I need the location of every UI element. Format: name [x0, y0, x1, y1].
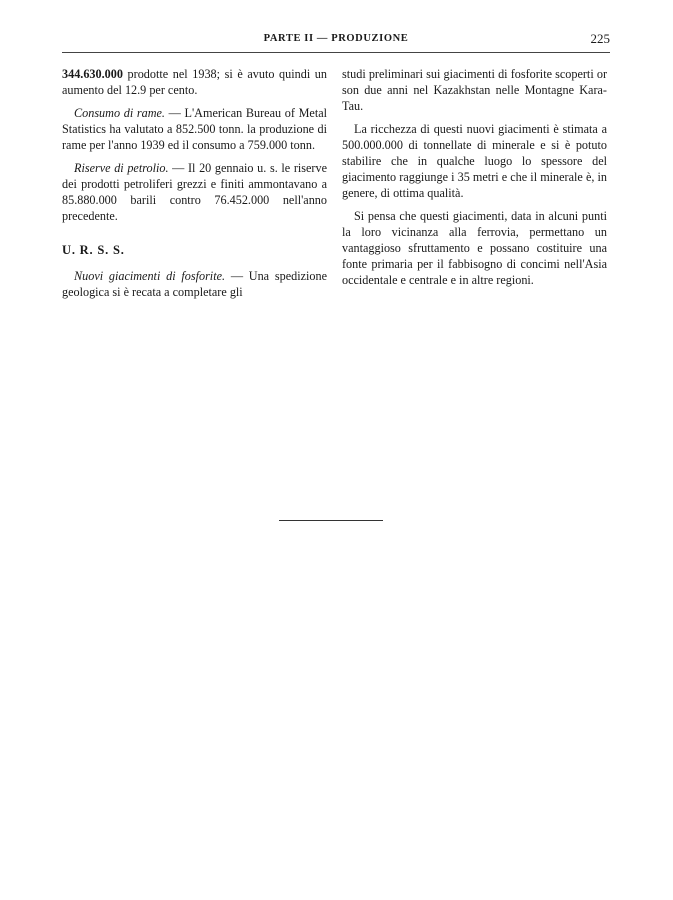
paragraph-copper-consumption — [62, 105, 327, 153]
paragraph-text: — Il 20 gennaio u. s. le riserve dei prodotti petroliferi grezzi e finiti ammontavano a 85.880.000 barili contro 76.452.000 nell'anno precedente. — [62, 161, 327, 223]
paragraph-heading: Riserve di petrolio. — [74, 161, 169, 175]
paragraph-oil-reserves — [62, 160, 327, 224]
page-header — [62, 30, 610, 53]
section-heading-urss: U. R. S. S. — [62, 243, 125, 257]
page-number: 225 — [590, 31, 610, 46]
paragraph-heading: Consumo di rame. — [74, 106, 165, 120]
paragraph-phosphorite-deposits — [62, 268, 327, 300]
paragraph-text: — L'American Bureau of Metal Statistics ha valutato a 852.500 tonn. la produzione di rame per l'anno 1939 ed il consumo a 759.000 tonn. — [62, 106, 328, 152]
left-column — [62, 66, 327, 307]
production-figure: 344.630.000 — [62, 67, 123, 81]
paragraph-text: prodotte nel 1938; si è avuto quindi un aumento del 12.9 per cento. — [62, 67, 327, 97]
paragraph-text: — Una spedizione geologica si è recata a completare gli — [62, 269, 327, 299]
paragraph-exploitation: Si pensa che questi giacimenti, data in alcuni punti la loro vicinanza alla ferrovia, permettano un vantaggioso sfruttamento e possano costituire una fonte primaria per il fabbisogno di concimi nell'Asia occidentale e centrale e in altre regioni. — [342, 209, 607, 287]
paragraph-production-continued — [62, 66, 327, 98]
paragraph-deposit-richness: La ricchezza di questi nuovi giacimenti è stimata a 500.000.000 di tonnellate di minerale e si è potuto stabilire che in qualche luogo lo spessore del giacimento raggiunge i 35 metri e che il minerale è, in genere, di ottima qualità. — [342, 122, 607, 200]
running-title: PARTE II — PRODUZIONE — [263, 33, 409, 44]
paragraph-heading: Nuovi giacimenti di fosforite. — [74, 269, 226, 283]
end-rule — [279, 520, 383, 521]
paragraph-phosphorite-continued: studi preliminari sui giacimenti di fosforite scoperti or son due anni nel Kazakhstan nelle Montagne Kara-Tau. — [342, 67, 607, 113]
right-column — [342, 66, 607, 295]
